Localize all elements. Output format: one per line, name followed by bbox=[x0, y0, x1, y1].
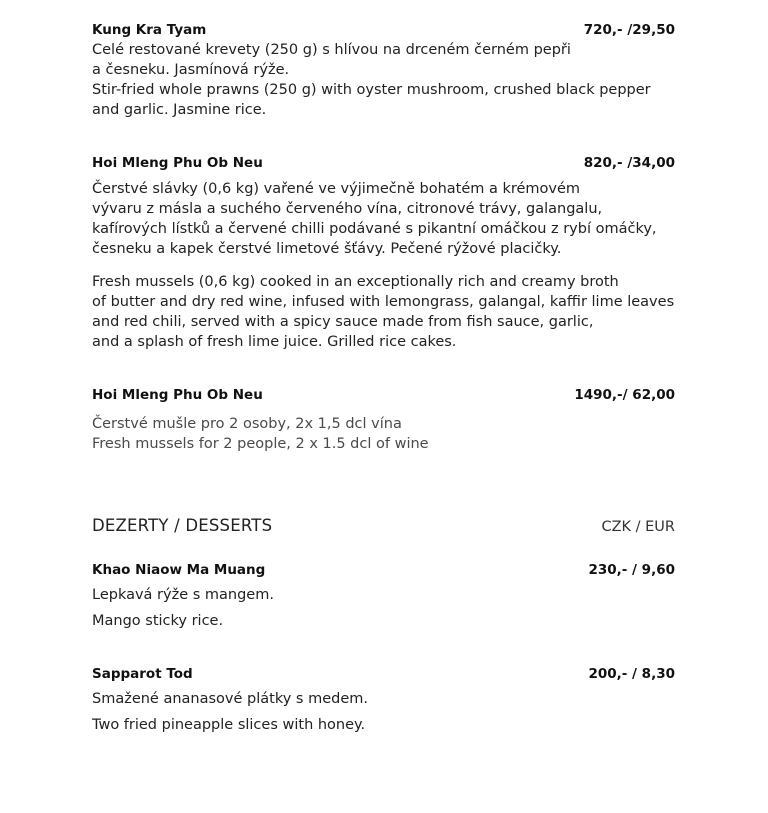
description-line: Fresh mussels for 2 people, 2 x 1.5 dcl of wine bbox=[92, 436, 429, 452]
menu-item-price: 720,- /29,50 bbox=[583, 22, 675, 38]
description-line: Čerstvé mušle pro 2 osoby, 2x 1,5 dcl vína bbox=[92, 416, 402, 432]
menu-item-description bbox=[92, 414, 429, 454]
description-line: vývaru z másla a suchého červeného vína, citronové trávy, galangalu, bbox=[92, 201, 603, 217]
menu-item-name: Hoi Mleng Phu Ob Neu bbox=[92, 155, 263, 171]
menu-item-description-cz: Lepkavá rýže s mangem. bbox=[92, 587, 274, 603]
menu-item-description-cz: Smažené ananasové plátky s medem. bbox=[92, 691, 368, 707]
currency-label: CZK / EUR bbox=[601, 519, 675, 535]
description-line: Čerstvé slávky (0,6 kg) vařené ve výjimečně bohatém a krémovém bbox=[92, 181, 581, 197]
menu-item-description-en: Two fried pineapple slices with honey. bbox=[92, 717, 366, 733]
description-line: Fresh mussels (0,6 kg) cooked in an exceptionally rich and creamy broth bbox=[92, 274, 619, 290]
menu-item-name: Kung Kra Tyam bbox=[92, 22, 207, 38]
description-line: and a splash of fresh lime juice. Grilled rice cakes. bbox=[92, 334, 457, 350]
description-line: česneku a kapek čerstvé limetové šťávy. Pečené rýžové placičky. bbox=[92, 241, 562, 257]
menu-item-price: 1490,-/ 62,00 bbox=[574, 387, 675, 403]
description-line: a česneku. Jasmínová rýže. bbox=[92, 62, 290, 78]
description-line: kafírových lístků a červené chilli podávané s pikantní omáčkou z rybí omáčky, bbox=[92, 221, 657, 237]
menu-item-name: Khao Niaow Ma Muang bbox=[92, 562, 266, 578]
section-title: DEZERTY / DESSERTS bbox=[92, 516, 273, 535]
menu-item-description bbox=[92, 40, 651, 120]
menu-item-price: 820,- /34,00 bbox=[583, 155, 675, 171]
menu-item-description-en: Mango sticky rice. bbox=[92, 613, 224, 629]
menu-item-description-cz bbox=[92, 179, 657, 259]
description-line: and red chili, served with a spicy sauce made from fish sauce, garlic, bbox=[92, 314, 594, 330]
menu-item-name: Sapparot Tod bbox=[92, 666, 193, 682]
description-line: of butter and dry red wine, infused with lemongrass, galangal, kaffir lime leaves bbox=[92, 294, 675, 310]
description-line: Stir-fried whole prawns (250 g) with oyster mushroom, crushed black pepper bbox=[92, 82, 651, 98]
menu-item-price: 230,- / 9,60 bbox=[588, 562, 675, 578]
menu-item-name: Hoi Mleng Phu Ob Neu bbox=[92, 387, 263, 403]
description-line: Celé restované krevety (250 g) s hlívou na drceném černém pepři bbox=[92, 42, 571, 58]
menu-item-description-en bbox=[92, 272, 674, 352]
description-line: and garlic. Jasmine rice. bbox=[92, 102, 267, 118]
menu-item-price: 200,- / 8,30 bbox=[588, 666, 675, 682]
